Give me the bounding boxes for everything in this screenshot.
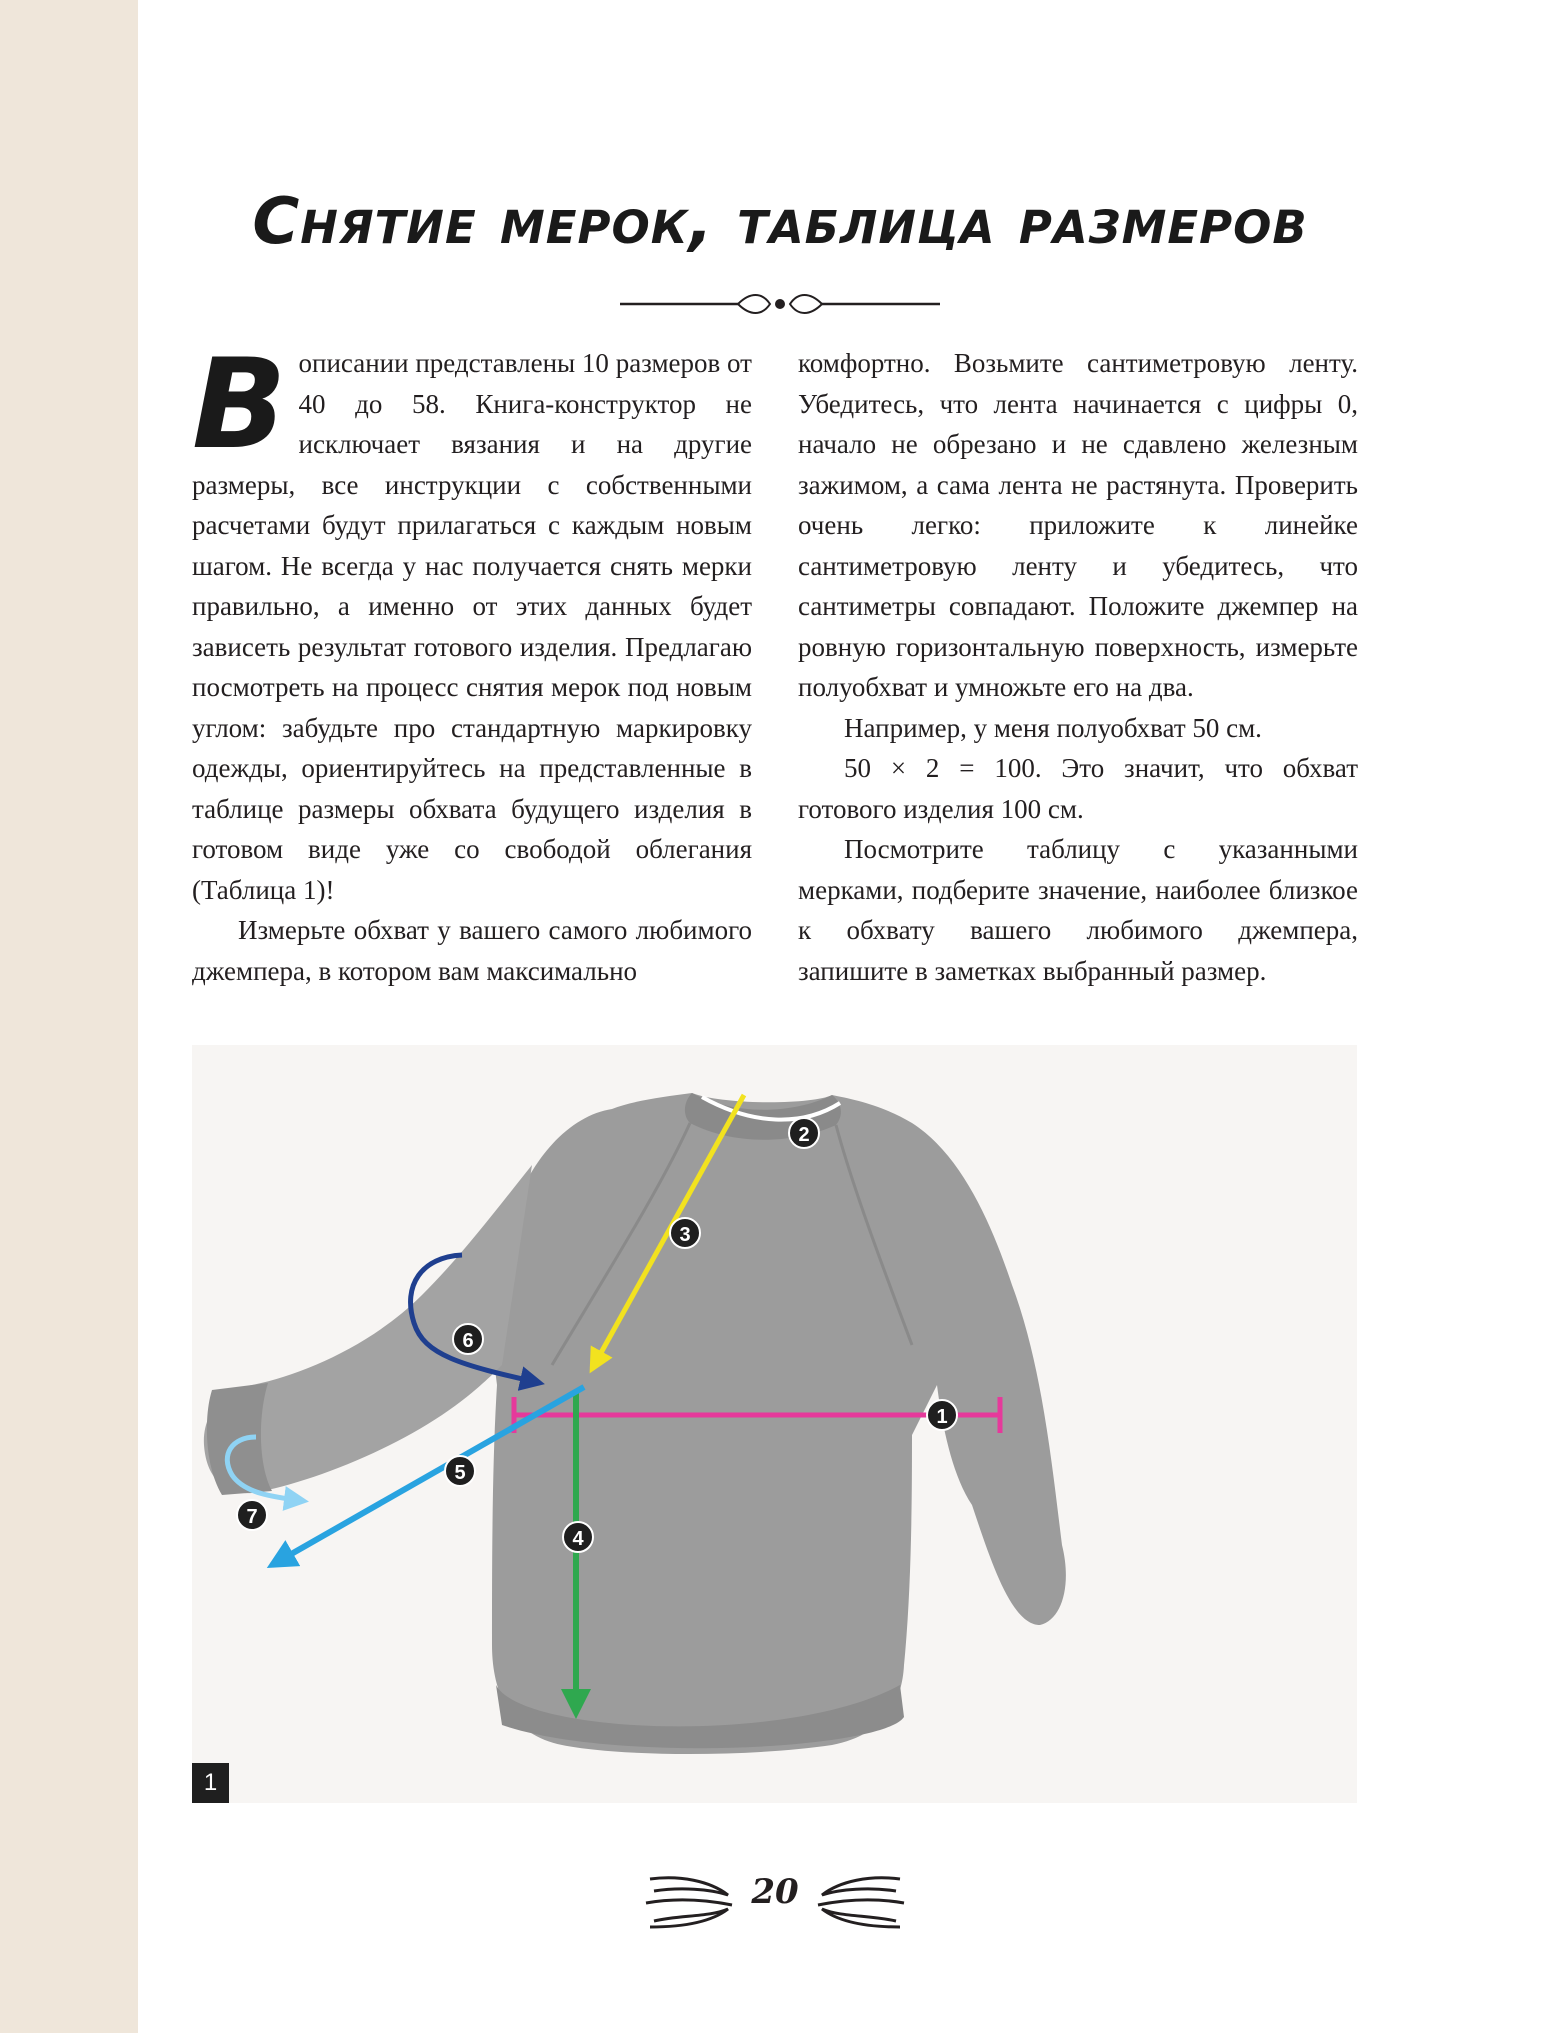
drop-cap: В	[192, 333, 287, 477]
marker-6-label: 6	[462, 1330, 474, 1352]
marker-4	[563, 1522, 593, 1552]
marker-6	[453, 1324, 483, 1354]
tape-paragraph: комфортно. Возьмите сантиметровую ленту. Убедитесь, что лента начинается с цифры 0, начало не обрезано и не сдавлено железным зажимом, а сама лента не растянута. Проверить очень легко: приложите к линейке сантиметровую ленту и убедитесь, что сантиметры совпадают. Положите джемпер на ровную горизонтальную поверхность, измерьте полуобхват и умножьте его на два.	[798, 348, 1358, 702]
marker-1	[927, 1400, 957, 1430]
title-ornament	[620, 288, 940, 320]
marker-7-label: 7	[246, 1506, 258, 1528]
marker-1-label: 1	[936, 1406, 948, 1428]
page-title: Снятие мерок, таблица размеров	[252, 185, 1308, 259]
marker-5	[445, 1456, 475, 1486]
right-text-column	[798, 343, 1358, 991]
size-table-paragraph: Посмотрите таблицу с указанными мерками, подберите значение, наиболее близкое к обхвату вашего любимого джемпера, запишите в заметках выбранный размер.	[798, 834, 1358, 986]
marker-4-label: 4	[572, 1528, 584, 1550]
calculation-paragraph: 50 × 2 = 100. Это значит, что обхват готового изделия 100 см.	[798, 753, 1358, 824]
page-margin-strip	[0, 0, 138, 2033]
page-number: 20	[751, 1872, 799, 1912]
left-text-column	[192, 333, 752, 991]
example-paragraph: Например, у меня полуобхват 50 см.	[844, 712, 1262, 743]
marker-5-label: 5	[454, 1462, 466, 1484]
intro-paragraph-text: описании представлены 10 размеров от 40 до 58. Книга-конструктор не исключает вязания и на другие размеры, все инструкции с собственными расчетами будут прилагаться с каждым новым шагом. Не всегда у нас получается снять мерки правильно, а именно от этих данных будет зависеть результат готового изделия. Предлагаю посмотреть на процесс снятия мерок под новым углом: забудьте про стандартную маркировку одежды, ориентируйтесь на представленные в таблице размеры обхвата будущего изделия в готовом виде уже со свободой облегания (Таблица 1)!	[192, 348, 752, 905]
marker-7	[237, 1500, 267, 1530]
marker-2	[789, 1118, 819, 1148]
sweater-illustration	[192, 1045, 1357, 1803]
figure-number-badge: 1	[192, 1763, 229, 1803]
sweater-measurement-figure	[192, 1045, 1357, 1803]
marker-3-label: 3	[679, 1224, 691, 1246]
intro-paragraph	[192, 333, 752, 910]
sweater-body	[472, 1093, 1066, 1754]
measure-paragraph: Измерьте обхват у вашего самого любимого джемпера, в котором вам максимально	[192, 915, 752, 986]
marker-2-label: 2	[798, 1124, 810, 1146]
marker-3	[670, 1218, 700, 1248]
